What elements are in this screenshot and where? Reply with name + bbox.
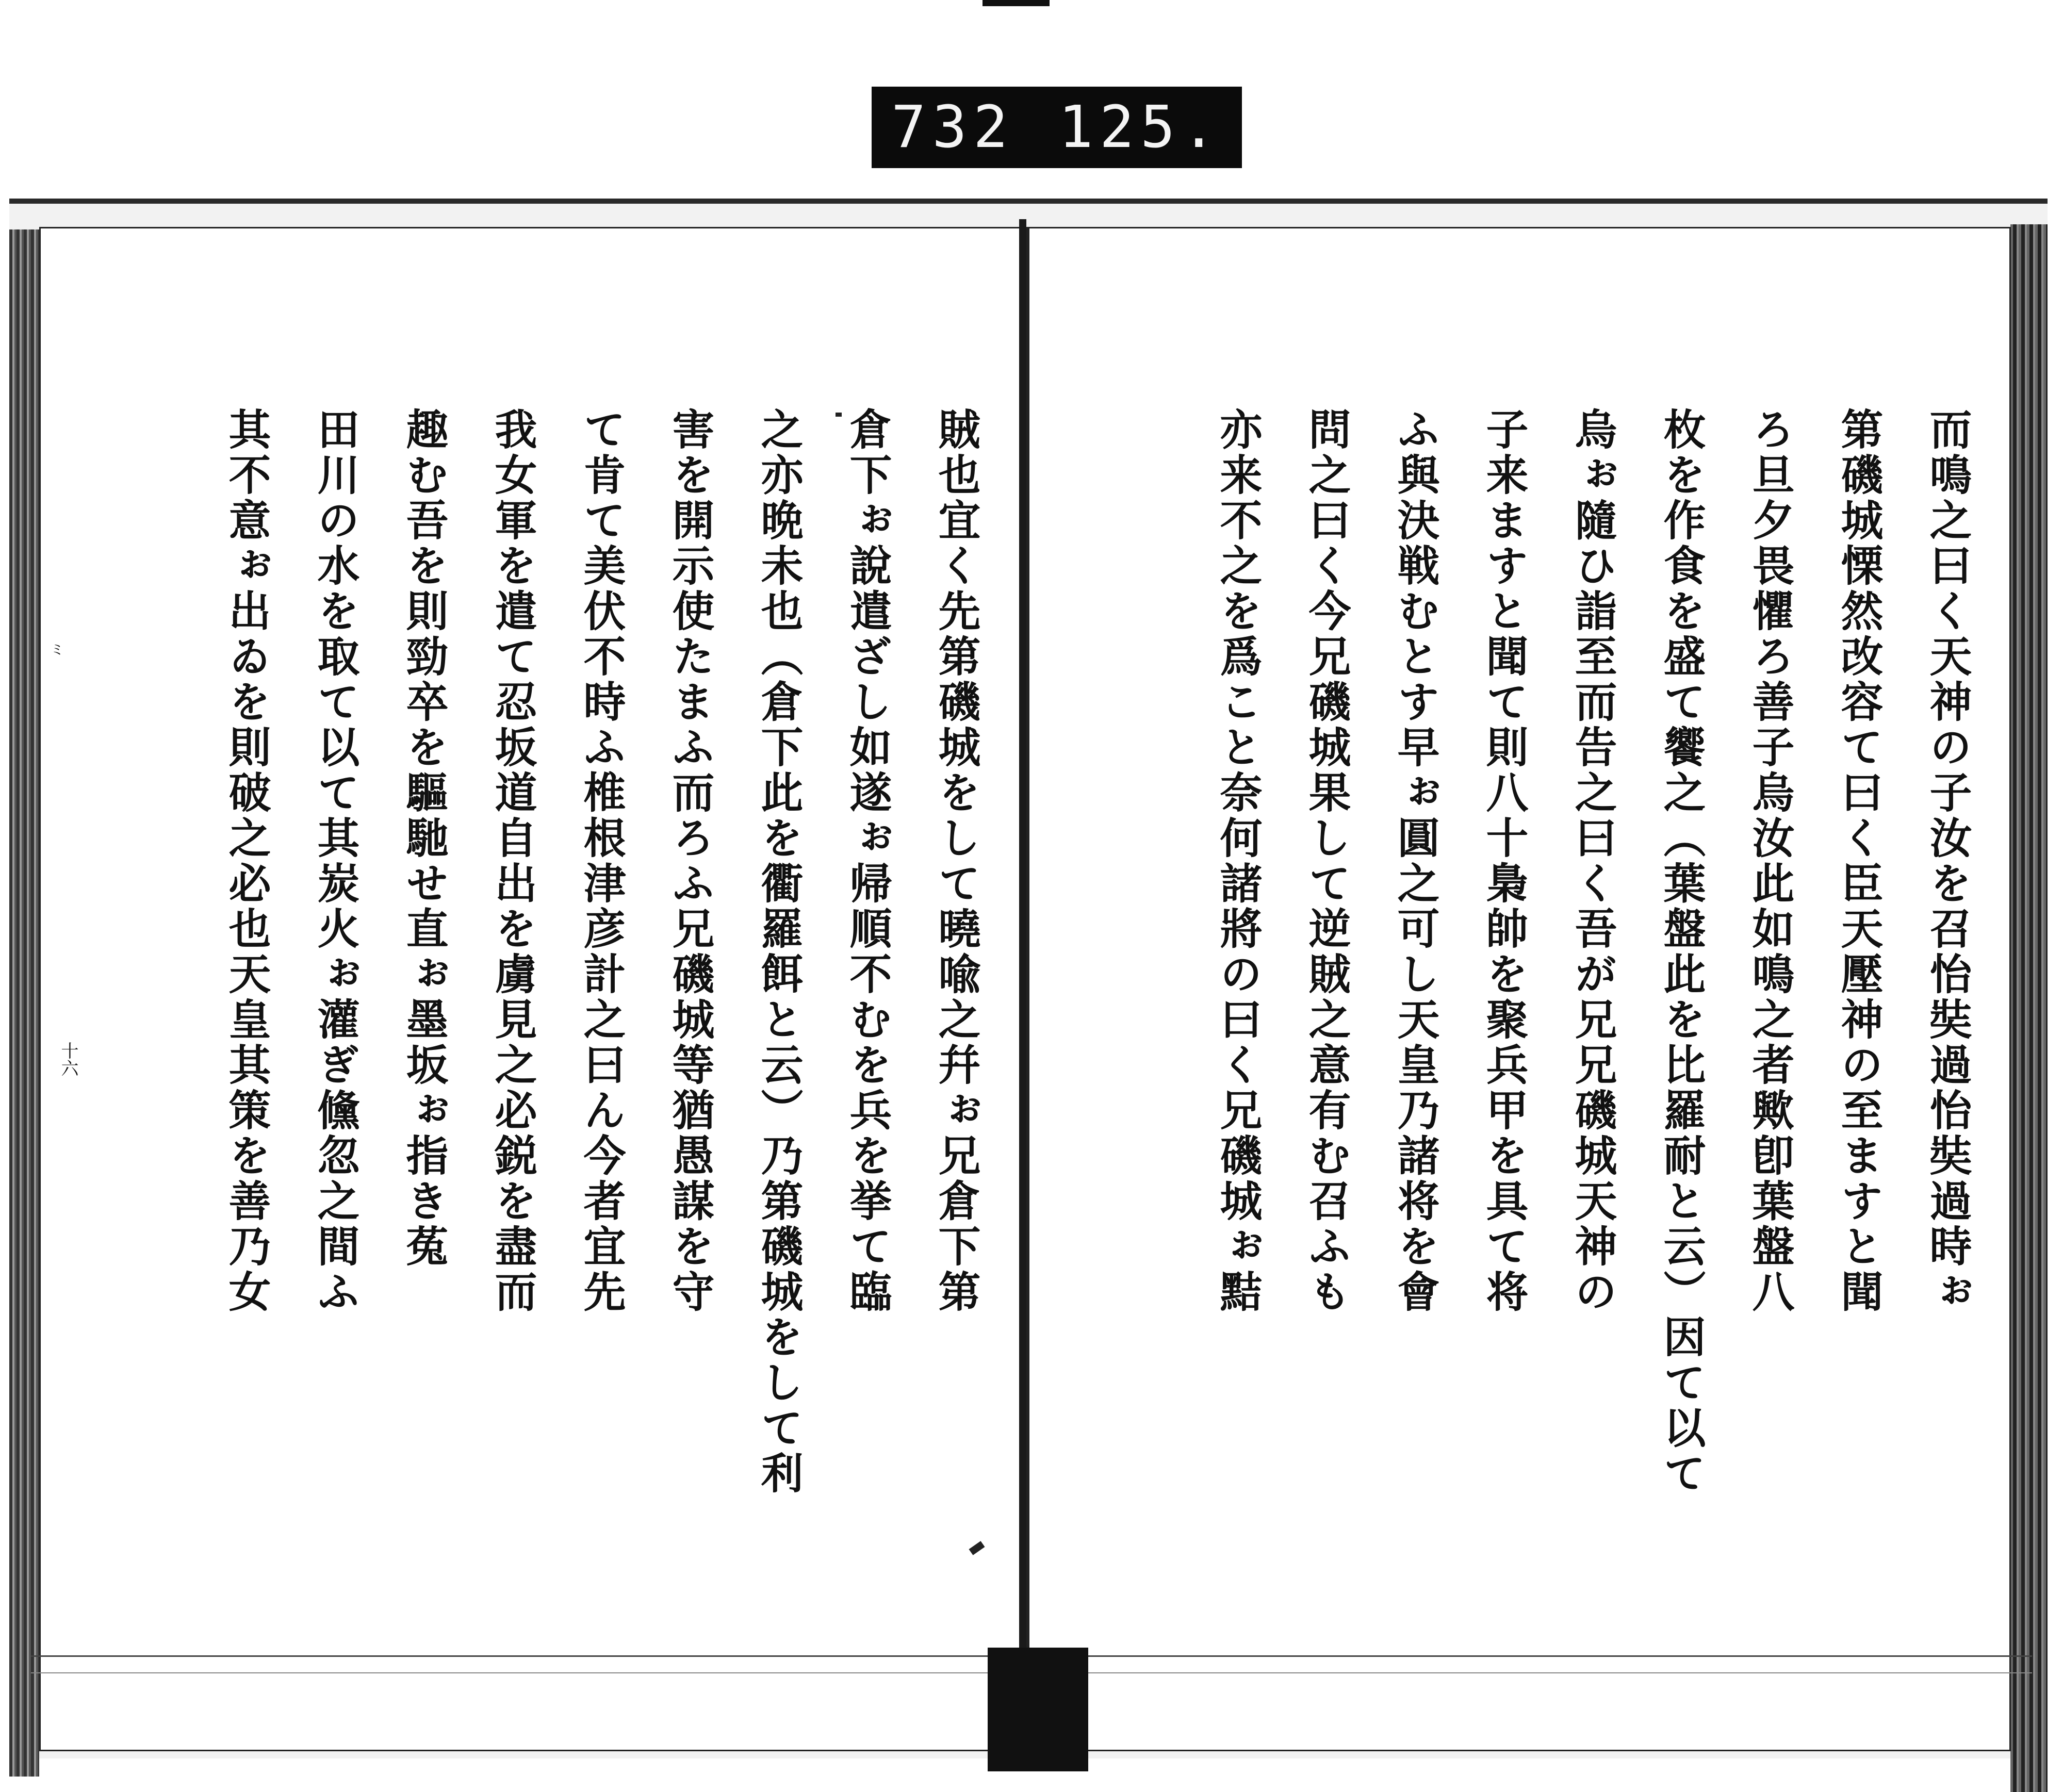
text-column: 倉下ぉ說遣ざし如遂ぉ帰順不むを兵を挙て臨 <box>843 407 892 1315</box>
text-column: 子来ますと聞て則八十梟帥を聚兵甲を具て将 <box>1479 407 1529 1315</box>
label-right-number: 125. <box>1058 94 1222 161</box>
right-page-text <box>1022 407 1992 1542</box>
text-column: 問之曰く今兄磯城果して逆賊之意有む召ふも <box>1302 407 1351 1315</box>
text-column: 烏ぉ隨ひ詣至而告之曰く吾が兄兄磯城天神の <box>1568 407 1617 1315</box>
text-column: ろ旦夕畏懼ろ善子烏汝此如鳴之者歟卽葉盤八 <box>1745 407 1795 1315</box>
ink-dot <box>836 413 842 417</box>
text-column: 害を開示使たまふ而ろふ兄磯城等猶愚謀を守 <box>665 407 715 1315</box>
margin-mark: ミ <box>51 643 64 658</box>
text-column: 田川の水を取て以て其炭火ぉ灌ぎ儵忽之間ふ <box>310 407 360 1315</box>
page-number: 十六 <box>58 1042 78 1077</box>
text-column: 亦来不之を爲こと奈何諸將の曰く兄磯城ぉ黠 <box>1213 407 1263 1315</box>
text-column: 枚を作食を盛て饗之（葉盤此を比羅耐と云）因て以て <box>1657 407 1706 1497</box>
text-column: 賊也宜く先第磯城をして曉喩之幷ぉ兄倉下第 <box>931 407 981 1315</box>
text-column: 而鳴之曰く天神の子汝を召怡奘過怡奘過時ぉ <box>1923 407 1972 1315</box>
book-left-edge <box>9 229 39 1777</box>
top-binding-tab <box>983 0 1050 6</box>
text-column: 我女軍を遣て忍坂道自出を虜見之必鋭を盡而 <box>488 407 537 1315</box>
label-left-number: 732 <box>891 94 1014 161</box>
text-column: 第磯城慄然改容て曰く臣天壓神の至ますと聞 <box>1834 407 1884 1315</box>
text-column: て肯て美伏不時ふ椎根津彦計之曰ん今者宜先 <box>577 407 626 1315</box>
text-column: 趣む吾を則勁卒を驅馳せ直ぉ墨坂ぉ指き菟 <box>399 407 449 1270</box>
archive-label <box>872 87 1242 168</box>
book-right-edge <box>2010 224 2048 1792</box>
text-column: 之亦晩未也（倉下此を衢羅餌と云）乃第磯城をして利 <box>754 407 804 1497</box>
left-page-text <box>72 407 1001 1542</box>
text-column: ふ與決戦むとす早ぉ圓之可し天皇乃諸将を會 <box>1390 407 1440 1315</box>
text-column: 其不意ぉ出ゐを則破之必也天皇其策を善乃女 <box>222 407 271 1315</box>
bottom-binding-tab <box>988 1648 1088 1771</box>
